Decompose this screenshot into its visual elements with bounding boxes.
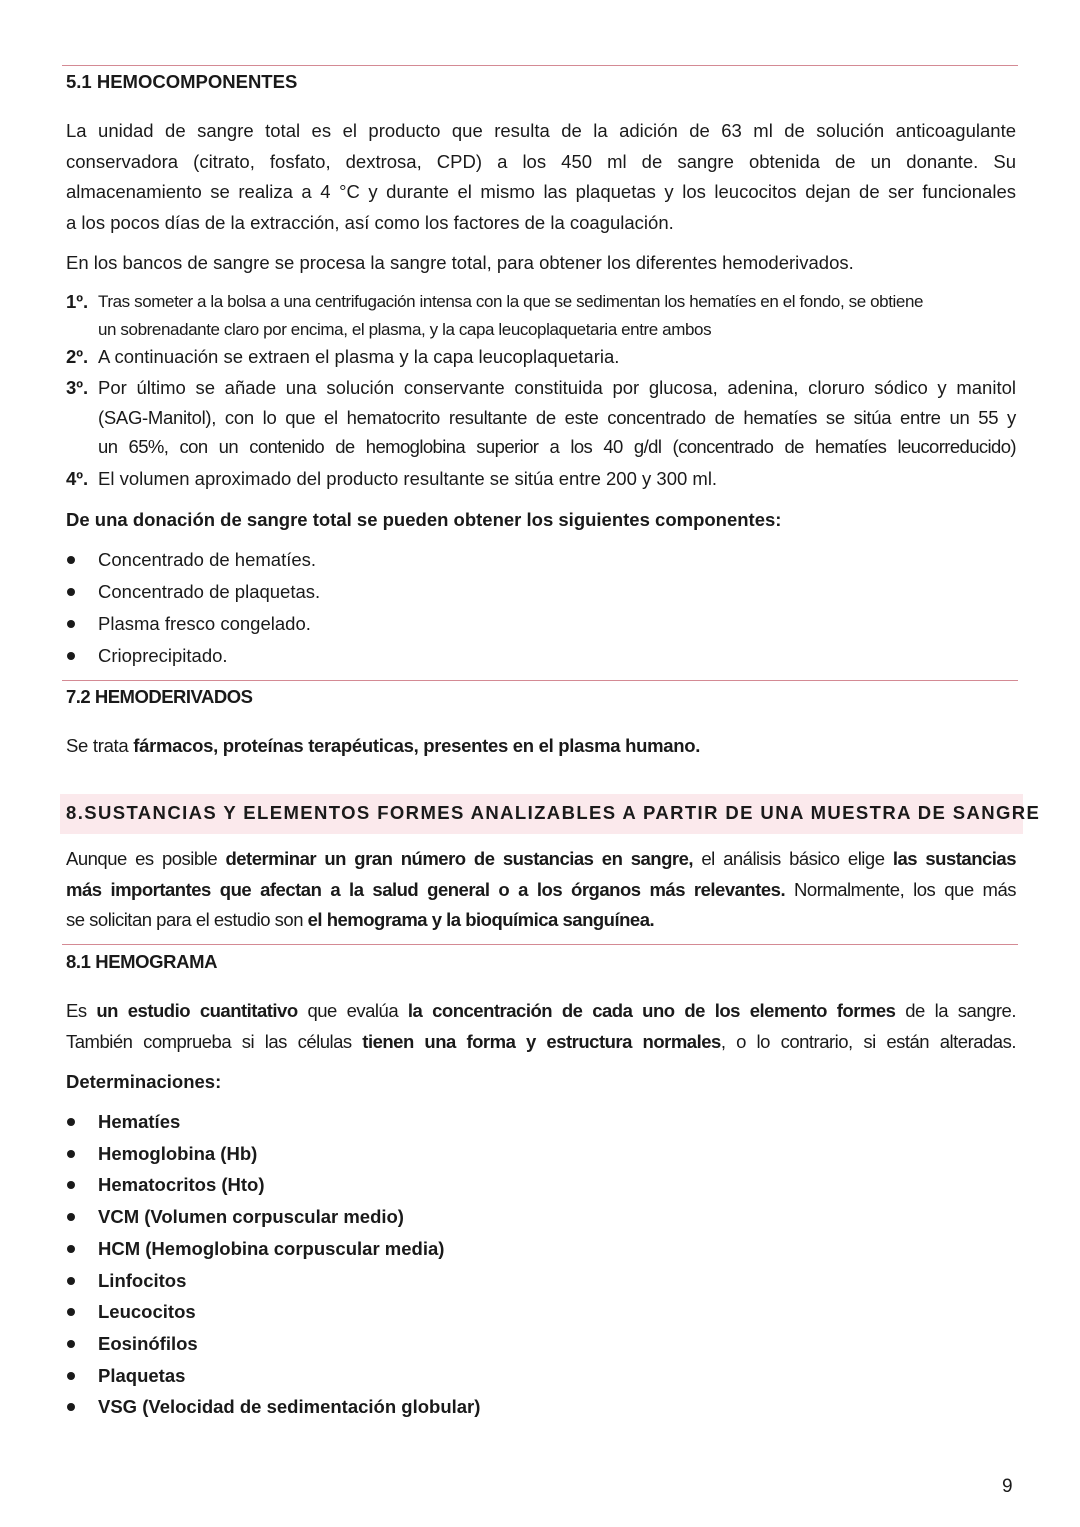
bullet-icon bbox=[67, 1340, 75, 1348]
document-page: 5.1 HEMOCOMPONENTES La unidad de sangre total es el producto que resulta de la adición de 63 ml de solución anticoagulante conservadora (citrato, fosfato, dextrosa, CPD) a los 450 ml de sangre obtenida de un donante. Su almacenamiento se realiza a 4 °C y durante el mismo las plaquetas y los leucocitos dejan de ser funcionales a los pocos días de la extracción, así como los factores de la coagulación. En los bancos de sangre se procesa la sangre total, para obtener los diferentes hemoderivados. 1º. Tras someter a la bolsa a una centrifugación intensa con la que se sedimentan los hematíes en el fondo, se obtiene un sobrenadante claro por encima, el plasma, y la capa leucoplaquetaria entre ambos 2º. A continuación se extraen el plasma y la capa leucoplaquetaria. 3º. Por último se añade una solución conservante constituida por glucosa, adenina, cloruro sódico y manitol (SAG-Manitol), con lo que el hematocrito resultante de este concentrado de hematíes se sitúa entre un 55 y un 65%, con un contenido de hemoglobina superior a los 40 g/dl (concentrado de hematíes leucorreducido) 4º. El volumen aproximado del producto resultante se sitúa entre 200 y 300 ml. De una donación de sangre total se pueden obtener los siguientes componentes: Concentrado de hematíes. Concentrado de plaquetas. Plasma fresco congelado. Crioprecipitado. 7.2 HEMODERIVADOS Se trata fármacos, proteínas terapéuticas, presentes en el plasma humano. 8.SUSTANCIAS Y ELEMENTOS FORMES ANALIZABLES A PARTIR DE UNA MUESTRA DE SANGRE Aunque es posible determinar un gran número de sustancias en sangre, el análisis básico elige las sustancias más importantes que afectan a la salud general o a los órganos más relevantes. Normalmente, los que más se solicitan para el estudio son el hemograma y la bioquímica sanguínea. 8.1 HEMOGRAMA Es un estudio cuantitativo que evalúa la concentración de cada uno de los elemento formes de la sangre. También comprueba si las células tienen una forma y estructura normales, o lo contrario, si están alteradas. Determinaciones: Hematíes Hemoglobina (Hb) Hematocritos (Hto) VCM (Volumen corpuscular medio) HCM (Hemoglobina corpuscular media) Linfocitos Leucocitos Eosinófilos Plaquetas VSG (Velocidad de sedimentación globular) 9 bbox=[0, 0, 1080, 1527]
bullet-icon bbox=[67, 556, 75, 564]
text-line: Tras someter a la bolsa a una centrifugación intensa con la que se sedimentan los hematíes en el fondo, se obtiene bbox=[98, 292, 924, 311]
text-bold: fármacos, proteínas terapéuticas, presentes en el plasma humano. bbox=[133, 735, 701, 756]
step-number: 1º. bbox=[66, 291, 89, 312]
heading-hemocomponentes: 5.1 HEMOCOMPONENTES bbox=[66, 71, 298, 92]
bullet-icon bbox=[67, 1403, 75, 1411]
text-line: La unidad de sangre total es el producto que resulta de la adición de 63 ml de solución anticoagulante bbox=[66, 120, 1016, 141]
bullet-icon bbox=[67, 1277, 75, 1285]
heading-hemograma: 8.1 HEMOGRAMA bbox=[66, 951, 218, 972]
heading-hemoderivados: 7.2 HEMODERIVADOS bbox=[66, 686, 253, 707]
paragraph-hemoderivados bbox=[66, 731, 1016, 762]
page-number: 9 bbox=[1002, 1476, 1013, 1497]
section-banner bbox=[60, 794, 1041, 834]
banner-title: 8.SUSTANCIAS Y ELEMENTOS FORMES ANALIZABLES A PARTIR DE UNA MUESTRA DE SANGRE bbox=[66, 802, 1041, 823]
paragraph-sustancias: Aunque es posible determinar un gran número de sustancias en sangre, el análisis básico elige las sustancias más importantes que afectan a la salud general o a los órganos más relevantes. Normalmente, los que más se solicitan para el estudio son el hemograma y la bioquímica sanguínea. bbox=[66, 848, 1017, 930]
bullet-icon bbox=[67, 1213, 75, 1221]
bullet-icon bbox=[67, 1150, 75, 1158]
step-number: 2º. bbox=[66, 346, 89, 367]
text-line: Por último se añade una solución conservante constituida por glucosa, adenina, cloruro sódico y manitol bbox=[98, 377, 1016, 398]
bullet-icon bbox=[67, 588, 75, 596]
text-line: (SAG-Manitol), con lo que el hematocrito resultante de este concentrado de hematíes se sitúa entre un 55 y bbox=[98, 406, 1016, 428]
bullet-icon bbox=[67, 652, 75, 660]
bullet-icon bbox=[67, 1372, 75, 1380]
bullet-icon bbox=[67, 1118, 75, 1126]
text-line: El volumen aproximado del producto resultante se sitúa entre 200 y 300 ml. bbox=[98, 468, 718, 489]
text-line: a los pocos días de la extracción, así como los factores de la coagulación. bbox=[66, 211, 674, 233]
bullet-icon bbox=[67, 1245, 75, 1253]
bullet-icon bbox=[67, 1181, 75, 1189]
text-line: A continuación se extraen el plasma y la capa leucoplaquetaria. bbox=[98, 346, 620, 367]
components-intro: De una donación de sangre total se pueden obtener los siguientes componentes: bbox=[66, 509, 782, 530]
section-divider bbox=[62, 680, 1018, 681]
step-number: 3º. bbox=[66, 377, 89, 398]
paragraph-hemograma: Es un estudio cuantitativo que evalúa la concentración de cada uno de los elemento formes de la sangre. También comprueba si las células tienen una forma y estructura normales, o lo contrario, si están alteradas. bbox=[66, 1000, 1016, 1052]
step-number: 4º. bbox=[66, 468, 89, 489]
text-line: conservadora (citrato, fosfato, dextrosa, CPD) a los 450 ml de sangre obtenida de un donante. Su bbox=[66, 150, 1016, 172]
text-line: almacenamiento se realiza a 4 °C y durante el mismo las plaquetas y los leucocitos dejan de ser funcionales bbox=[66, 181, 1016, 202]
paragraph-bancos-sangre: En los bancos de sangre se procesa la sangre total, para obtener los diferentes hemoderivados. bbox=[66, 252, 854, 273]
text-plain: Se trata bbox=[66, 735, 134, 756]
section-divider bbox=[62, 944, 1018, 945]
paragraph-unidad-sangre bbox=[66, 116, 1016, 238]
bullet-icon bbox=[67, 1308, 75, 1316]
text-line: un 65%, con un contenido de hemoglobina superior a los 40 g/dl (concentrado de hematíes leucorreducido) bbox=[98, 436, 1016, 457]
bullet-icon bbox=[67, 620, 75, 628]
determinations-label: Determinaciones: bbox=[66, 1071, 222, 1092]
section-divider bbox=[62, 65, 1018, 66]
text-line: un sobrenadante claro por encima, el plasma, y la capa leucoplaquetaria entre ambos bbox=[98, 319, 712, 339]
